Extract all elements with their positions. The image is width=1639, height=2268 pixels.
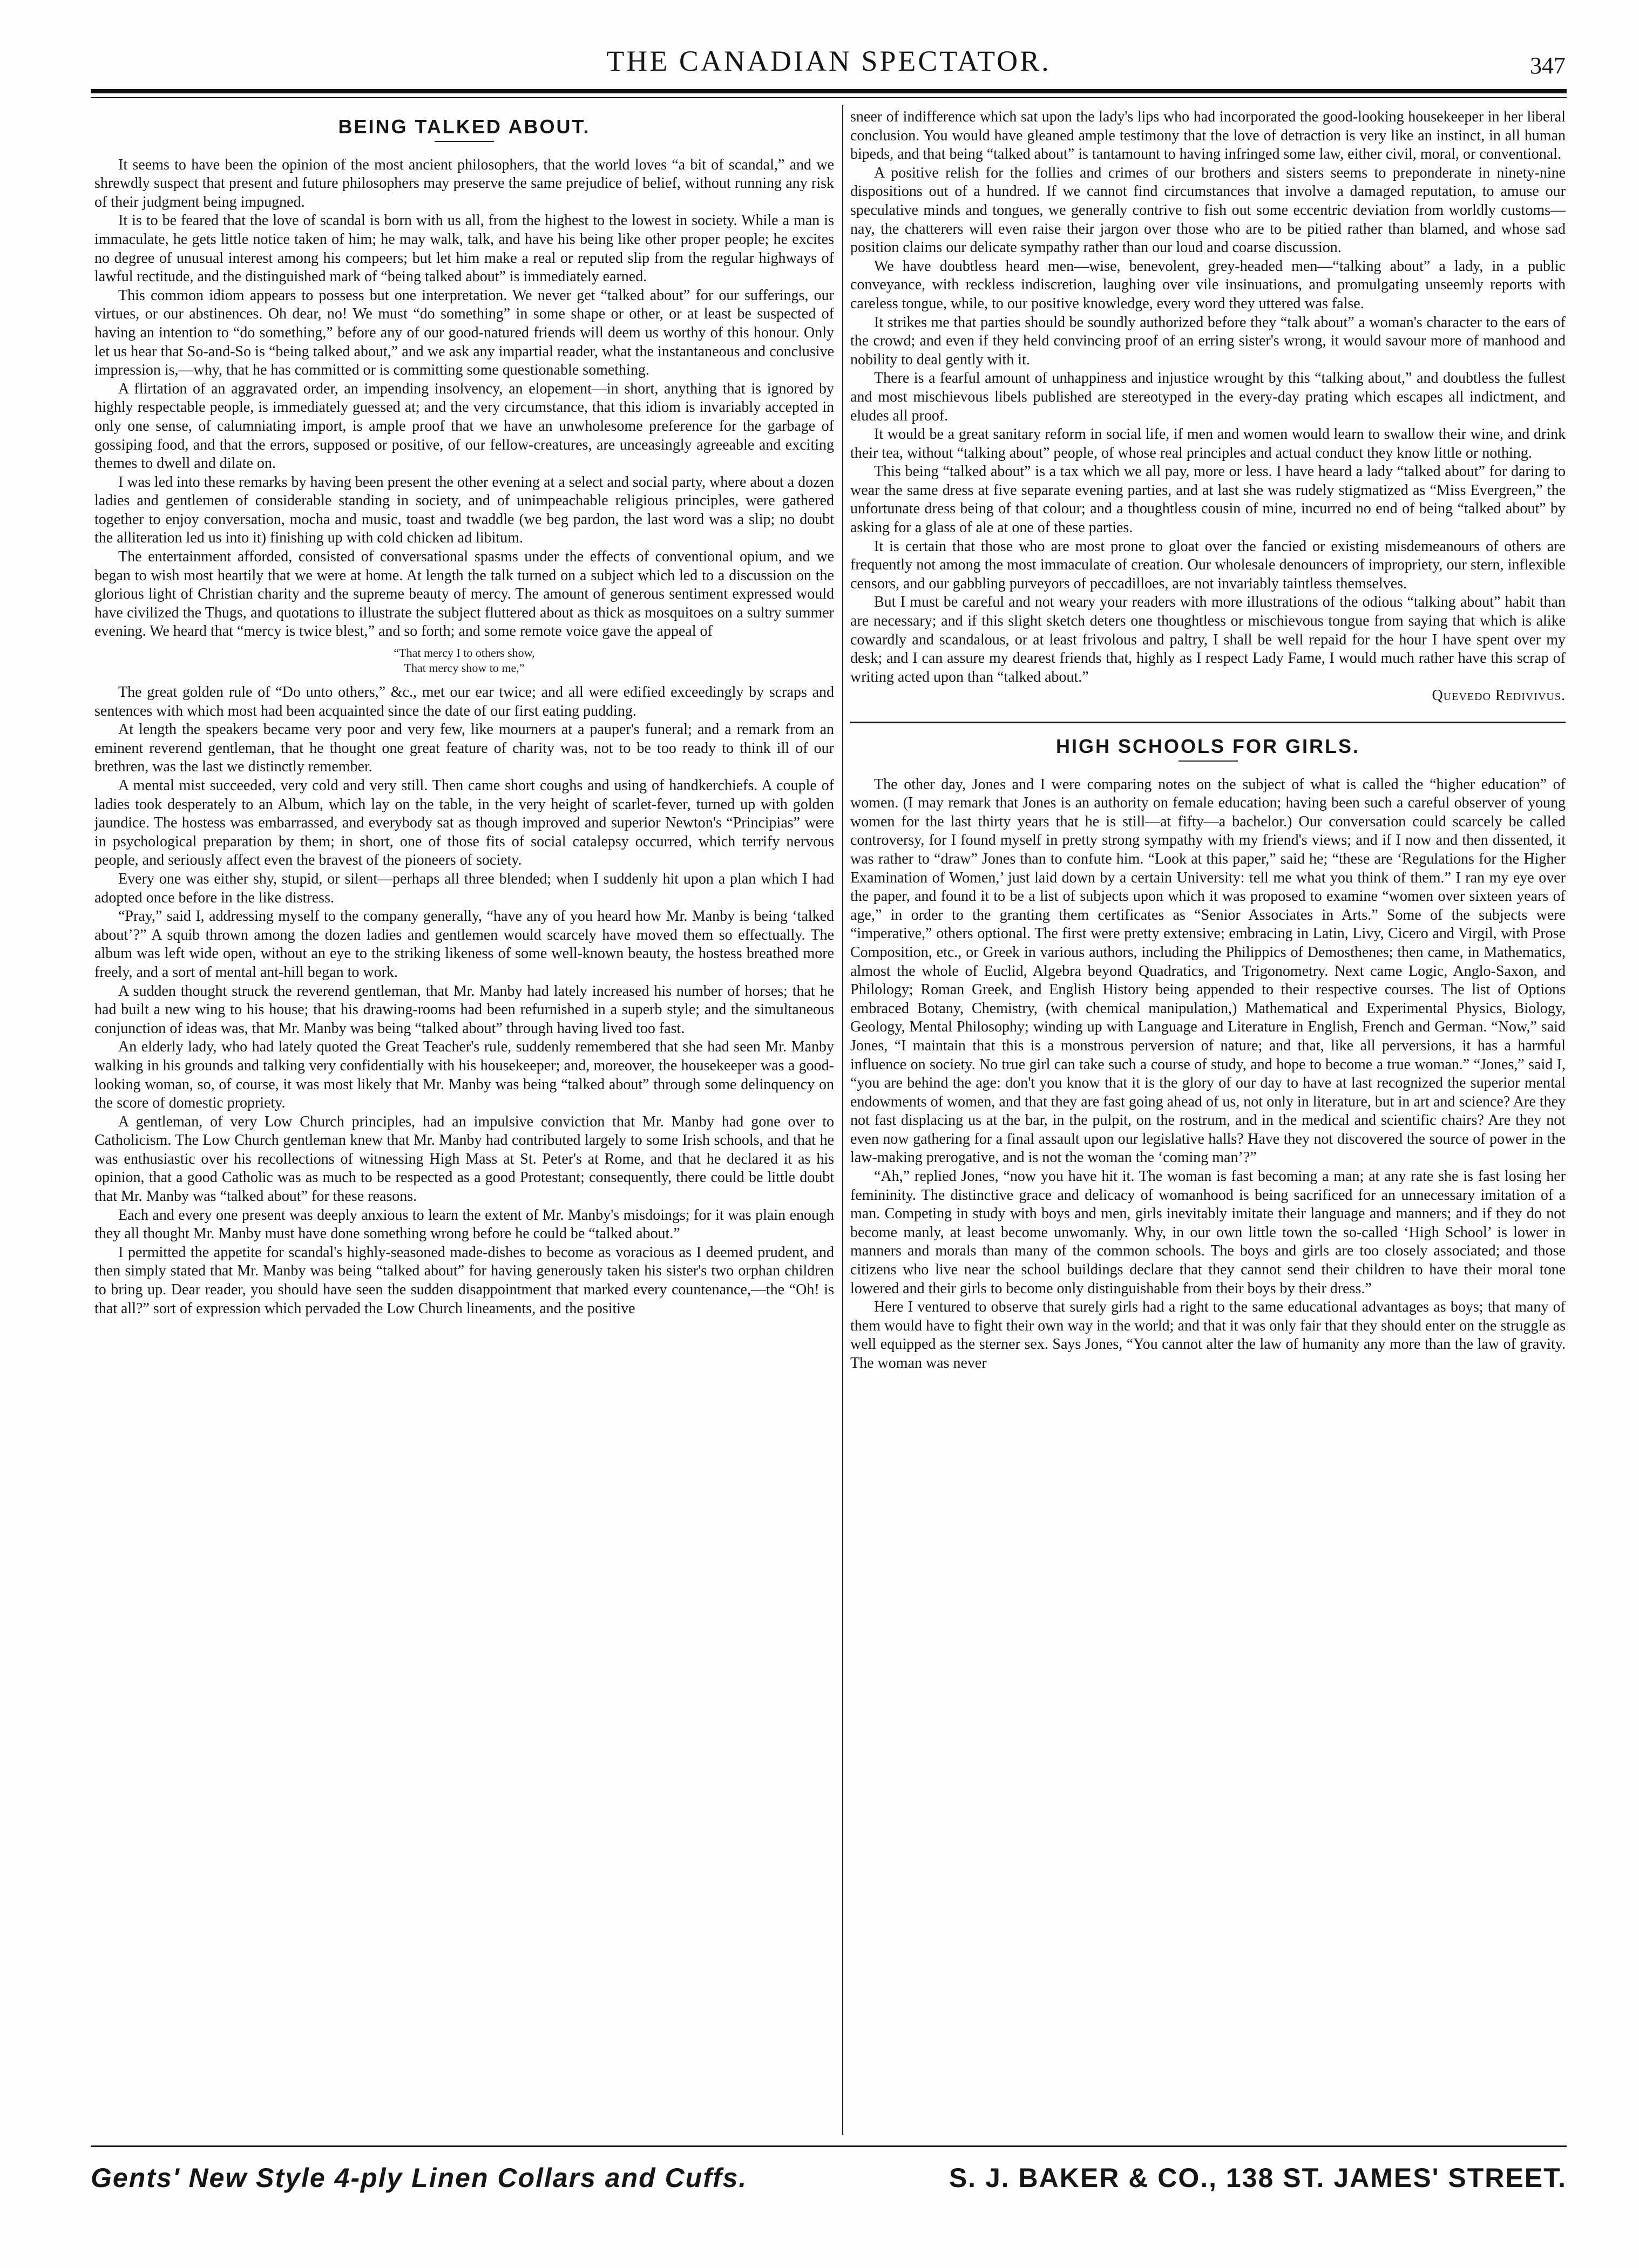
- paragraph: A flirtation of an aggravated order, an impending insolvency, an elopement—in short, anything that is ignored by highly respectable people, is immediately guessed at; and the very circumstance, that this idiom is invariably accepted in only one sense, of calumniating import, is ample proof that we have an unwholesome preference for the garbage of gossiping food, and that the errors, supposed or positive, of our fellow-creatures, are unceasingly agreeable and exciting themes to dwell and dilate on.: [94, 380, 834, 472]
- paragraph: Here I ventured to observe that surely girls had a right to the same educational advantages as boys; that many of them would have to fight their own way in the world; and that it was only fair that they should enter on the struggle as well equipped as the sterner sex. Says Jones, “You cannot alter the law of humanity any more than the law of gravity. The woman was never: [850, 1299, 1566, 1371]
- paragraph: At length the speakers became very poor and very few, like mourners at a pauper's funeral; and a remark from an eminent reverend gentleman, that he thought one great feature of charity was, not to be too ready to think ill of our brethren, was the last we distinctly remember.: [94, 721, 834, 776]
- article-title-being-talked-about: BEING TALKED ABOUT.: [338, 116, 591, 138]
- title-rule: [435, 141, 494, 142]
- footer-ad-right: S. J. BAKER & CO., 138 ST. JAMES' STREET.: [949, 2163, 1567, 2193]
- paragraph: An elderly lady, who had lately quoted the Great Teacher's rule, suddenly remembered that she had seen Mr. Manby walking in his grounds and talking very confidentially with his housekeeper; and, moreover, the housekeeper was a good-looking woman, so, of course, it was most likely that Mr. Manby was being “talked about” through some delinquency on the score of domestic propriety.: [94, 1038, 834, 1112]
- paragraph: A gentleman, of very Low Church principles, had an impulsive conviction that Mr. Manby had gone over to Catholicism. The Low Church gentleman knew that Mr. Manby had contributed largely to some Irish schools, and that he was enthusiastic over his recollections of witnessing High Mass at St. Peter's at Rome, and that he declared it as his opinion, that a good Catholic was as much to be respected as a good Protestant; consequently, there could be little doubt that Mr. Manby was “talked about” for these reasons.: [94, 1113, 834, 1205]
- paragraph: It is certain that those who are most prone to gloat over the fancied or existing misdemeanours of others are frequently not among the most immaculate of creation. Our wholesale denouncers of impropriety, our stern, inflexible censors, and our gabbling purveyors of peccadilloes, are not invariably taintless themselves.: [850, 538, 1566, 592]
- paragraph: I permitted the appetite for scandal's highly-seasoned made-dishes to become as voracious as I deemed prudent, and then simply stated that Mr. Manby was being “talked about” for having generously taken his sister's two orphan children to bring up. Dear reader, you should have seen the sudden disappointment that marked every countenance,—the “Oh! is that all?” sort of expression which pervaded the Low Church lineaments, and the positive: [94, 1244, 834, 1317]
- paragraph: A positive relish for the follies and crimes of our brothers and sisters seems to preponderate in ninety-nine dispositions out of a hundred. If we cannot find circumstances that involve a damaged reputation, to amuse our speculative minds and tongues, we generally contrive to fish out some eccentric deviation from worldly customs—nay, the chatterers will even raise their jargon over those who are to be pitied rather than blamed, and whose sad position claims our delicate sympathy rather than our loud and coarse discussion.: [850, 164, 1566, 256]
- footer-rule: [91, 2145, 1567, 2147]
- footer-ad-left: Gents' New Style 4-ply Linen Collars and Cuffs.: [91, 2163, 748, 2193]
- article-title-high-schools-for-girls: HIGH SCHOOLS FOR GIRLS.: [1055, 735, 1360, 757]
- quote-line: That mercy show to me,”: [404, 661, 525, 675]
- paragraph: It strikes me that parties should be soundly authorized before they “talk about” a woman's character to the ears of the crowd; and even if they held convincing proof of an erring sister's wrong, it would savour more of manhood and nobility to deal gently with it.: [850, 314, 1566, 368]
- paragraph: I was led into these remarks by having been present the other evening at a select and social party, where about a dozen ladies and gentlemen of considerable standing in society, and of unimpeachable religious principles, were gathered together to enjoy conversation, mocha and music, toast and twaddle (we beg pardon, the last word was a slip; no doubt the alliteration led us into it) finishing up with cold chicken ad libitum.: [94, 473, 834, 547]
- left-column: [94, 108, 834, 2132]
- header-rule-thin: [91, 97, 1567, 98]
- paragraph: It would be a great sanitary reform in social life, if men and women would learn to swallow their wine, and drink their tea, without “talking about” people, of whose real principles and actual conduct they know little or nothing.: [850, 426, 1566, 461]
- page-number: 347: [1530, 52, 1566, 79]
- publication-title: THE CANADIAN SPECTATOR.: [606, 45, 1051, 77]
- paragraph: A mental mist succeeded, very cold and very still. Then came short coughs and using of handkerchiefs. A couple of ladies took desperately to an Album, which lay on the table, in the very height of scarlet-fever, turned up with golden jaundice. The hostess was embarrassed, and everybody sat as though improved and superior Newton's “Principias” were in psychological preparation by them; in short, one of those fits of social catalepsy occurred, which terrify nervous people, and seriously affect even the bravest of the pioneers of society.: [94, 777, 834, 869]
- footer-advertisement: [91, 2154, 1567, 2202]
- paragraph: This being “talked about” is a tax which we all pay, more or less. I have heard a lady “talked about” for daring to wear the same dress at five separate evening parties, and at last she was rudely stigmatized as “Miss Evergreen,” the unfortunate dress being of that colour; and a thoughtless cousin of mine, incurred no end of being “talked about” by asking for a glass of ale at one of these parties.: [850, 463, 1566, 537]
- title-rule: [1179, 760, 1238, 762]
- column-divider: [842, 105, 843, 2135]
- paragraph: The other day, Jones and I were comparing notes on the subject of what is called the “higher education” of women. (I may remark that Jones is an authority on female education; having been such a careful observer of young women for the last thirty years that he is still—at fifty—a bachelor.) Our conversation could scarcely be called controversy, for I found myself in pretty strong sympathy with my friend's views; and if I now and then dissented, it was rather to “draw” Jones than to confute him. “Look at this paper,” said he; “these are ‘Regulations for the Higher Examination of Women,’ just laid down by a certain University: tell me what you think of them.” I ran my eye over the paper, and found it to be a list of subjects upon which it was proposed to examine “women over sixteen years of age,” in order to the granting them certificates as “Senior Associates in Arts.” Some of the subjects were “imperative,” others optional. The first were pretty extensive; embracing in Latin, Livy, Cicero and Virgil, with Prose Composition, etc., or Greek in various authors, including the Philippics of Demosthenes; then came, in Mathematics, almost the whole of Euclid, Algebra beyond Quadratics, and Trigonometry. Next came Logic, Anglo-Saxon, and Philology; Roman Greek, and English History being appended to their respective courses. The list of Options embraced Botany, Chemistry, (with chemical manipulation,) Mathematical and Experimental Physics, Biology, Geology, Mental Philosophy; winding up with Language and Literature in English, French and German. “Now,” said Jones, “I maintain that this is a monstrous perversion of nature; and that, like all perversions, it has a harmful influence on society. No true girl can take such a course of study, and hope to become a true woman.” “Jones,” said I, “you are behind the age: don't you know that it is the glory of our day to have at last recognized the superior mental endowments of women, and that they are fast going ahead of us, not only in literature, but in art and science? Are they not fast displacing us at the bar, in the pulpit, on the rostrum, and in the medical and scientific chairs? Are they not even now gathering for a final assault upon our legislative halls? Have they not discovered the source of power in the law-making prerogative, and is not the woman the ‘coming man’?”: [850, 776, 1566, 1166]
- paragraph: A sudden thought struck the reverend gentleman, that Mr. Manby had lately increased his number of horses; that he had built a new wing to his house; that his drawing-rooms had been refurnished in a superb style; and the simultaneous conjunction of ideas was, that Mr. Manby was being “talked about” through having lived too fast.: [94, 982, 834, 1037]
- author-signature: Quevedo Redivivus.: [1432, 687, 1566, 704]
- header-rule-thick: [91, 89, 1567, 93]
- right-column: [850, 108, 1566, 2132]
- quote-line: “That mercy I to others show,: [394, 646, 535, 660]
- paragraph: It seems to have been the opinion of the most ancient philosophers, that the world loves “a bit of scandal,” and we shrewdly suspect that present and future philosophers may preserve the same prejudice of belief, without running any risk of their judgment being impugned.: [94, 156, 834, 210]
- paragraph: This common idiom appears to possess but one interpretation. We never get “talked about” for our sufferings, our virtues, or our abstinences. Oh dear, no! We must “do something” in some shape or other, or at least be suspected of having an intention to “do something,” before any of our good-natured friends will deem us worthy of this honour. Only let us hear that So-and-So is “being talked about,” and we ask any impartial reader, what the instantaneous and conclusive impression is,—why, that he has committed or is committing some questionable something.: [94, 287, 834, 379]
- paragraph-continued: sneer of indifference which sat upon the lady's lips who had incorporated the good-looking housekeeper in her liberal conclusion. You would have gleaned ample testimony that the love of detraction is very like an instinct, in all human bipeds, and that being “talked about” is tantamount to having infringed some law, either civil, moral, or conventional.: [850, 108, 1566, 163]
- paragraph: The entertainment afforded, consisted of conversational spasms under the effects of conventional opium, and we began to wish most heartily that we were at home. At length the talk turned on a subject which led to a discussion on the glorious light of Christian charity and the supreme beauty of mercy. The amount of generous sentiment expressed would have civilized the Thugs, and quotations to illustrate the subject fluttered about as thick as mosquitoes on a sultry summer evening. We heard that “mercy is twice blest,” and so forth; and some remote voice gave the appeal of: [94, 548, 834, 640]
- paragraph: “Ah,” replied Jones, “now you have hit it. The woman is fast becoming a man; at any rate she is fast losing her femininity. The distinctive grace and delicacy of womanhood is being sacrificed for an unnecessary imitation of a man. Competing in study with boys and men, girls inevitably imitate their language and manners; and if they do not become manly, at least become unwomanly. Why, in our own little town the so-called ‘High School’ is lower in manners and morals than many of the common schools. The boys and girls are too closely associated; and those citizens who live near the school buildings declare that they cannot send their children to have their moral tone lowered and their girls to become only distinguishable from their boys by their dress.”: [850, 1168, 1566, 1297]
- verse-quote: [94, 646, 834, 676]
- paragraph: We have doubtless heard men—wise, benevolent, grey-headed men—“talking about” a lady, in a public conveyance, with reckless indiscretion, laughing over vile insinuations, and promulgating unseemly reports with careless tongue, while, to our positive knowledge, every word they uttered was false.: [850, 257, 1566, 312]
- paragraph: The great golden rule of “Do unto others,” &c., met our ear twice; and all were edified exceedingly by scraps and sentences with which most had been acquainted since the date of our first eating pudding.: [94, 684, 834, 719]
- paragraph: “Pray,” said I, addressing myself to the company generally, “have any of you heard how Mr. Manby is being ‘talked about’?” A squib thrown among the dozen ladies and gentlemen would scarcely have moved them so effectually. The album was left wide open, without an eye to the striking likeness of some well-known beauty, the hostess breathed more freely, and a sort of mental ant-hill began to work.: [94, 908, 834, 981]
- paragraph: Each and every one present was deeply anxious to learn the extent of Mr. Manby's misdoings; for it was plain enough they all thought Mr. Manby must have done something wrong before he could be “talked about.”: [94, 1206, 834, 1242]
- paragraph: It is to be feared that the love of scandal is born with us all, from the highest to the lowest in society. While a man is immaculate, he gets little notice taken of him; he may walk, talk, and have his being like other proper people; he excites no degree of unusual interest among his compeers; but let him make a real or reputed slip from the regular highways of lawful rectitude, and the distinguished mark of “being talked about” is immediately earned.: [94, 212, 834, 286]
- paragraph: There is a fearful amount of unhappiness and injustice wrought by this “talking about,” and doubtless the fullest and most mischievous libels published are stereotyped in the every-day prating which escapes all indictment, and eludes all proof.: [850, 370, 1566, 424]
- masthead: [92, 42, 1566, 80]
- section-divider: [850, 722, 1566, 723]
- paragraph: But I must be careful and not weary your readers with more illustrations of the odious “talking about” habit than are necessary; and if this slight sketch deters one thoughtless or mischievous tongue from saying that which is alike cowardly and scandalous, or at least frivolous and paltry, I shall be well repaid for the hour I have spent over my desk; and I can assure my dearest friends that, highly as I respect Lady Fame, I would much rather have this scrap of writing acted upon than “talked about.”: [850, 594, 1566, 685]
- paragraph: Every one was either shy, stupid, or silent—perhaps all three blended; when I suddenly hit upon a plan which I had adopted once before in the like distress.: [94, 870, 834, 906]
